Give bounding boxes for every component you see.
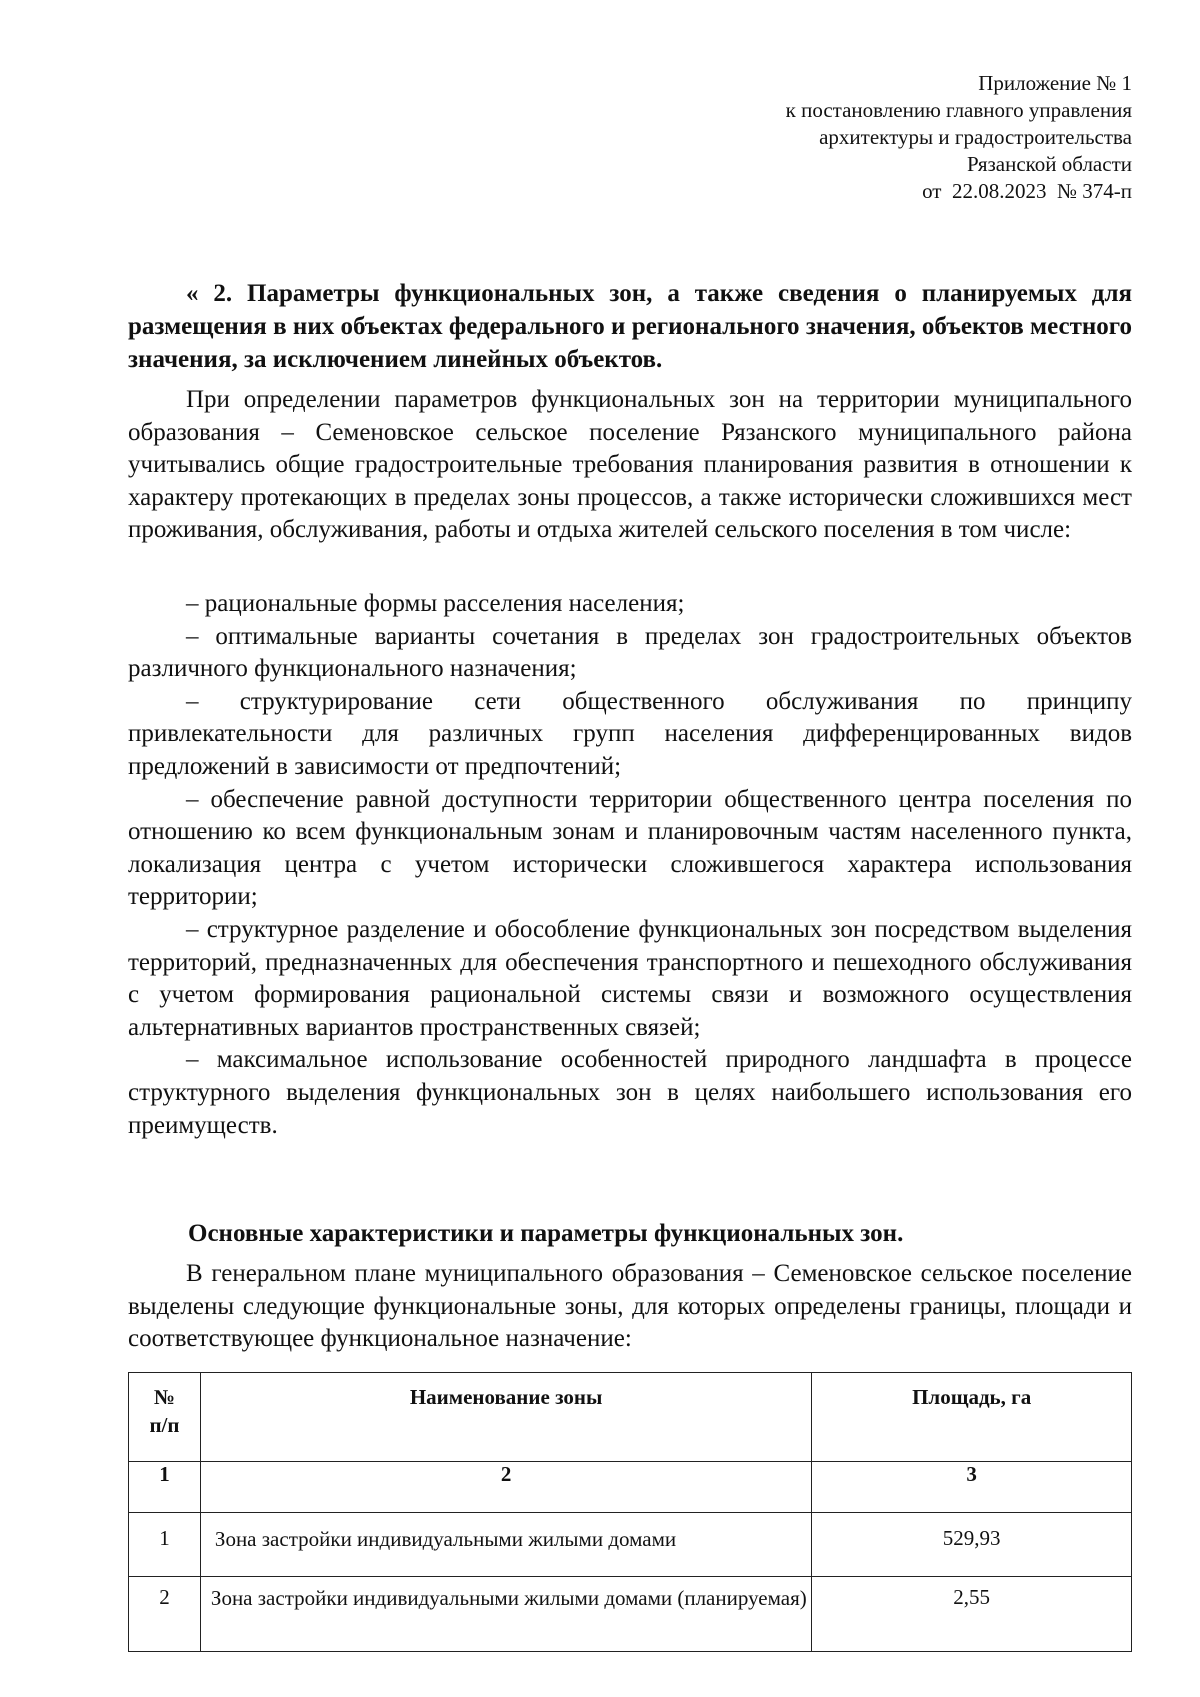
appendix-header-line: Рязанской области bbox=[966, 152, 1132, 176]
bullet-list bbox=[128, 588, 1132, 1142]
header-num-line1: № bbox=[153, 1385, 176, 1409]
column-number: 3 bbox=[812, 1462, 1132, 1513]
zones-intro-section bbox=[128, 1258, 1132, 1356]
header-num bbox=[129, 1373, 201, 1462]
appendix-header-line: Приложение № 1 bbox=[978, 71, 1132, 95]
row-num: 2 bbox=[129, 1577, 201, 1652]
bullet-item: – рациональные формы расселения населения; bbox=[186, 590, 685, 617]
header-area: Площадь, га bbox=[812, 1373, 1132, 1462]
section-title: « 2. Параметры функциональных зон, а также сведения о планируемых для размещения в них объектах федерального и регионального значения, объектов местного значения, за исключением линейных объектов. bbox=[128, 280, 1132, 373]
zones-table bbox=[128, 1372, 1132, 1652]
intro-section bbox=[128, 384, 1132, 547]
row-area: 2,55 bbox=[812, 1577, 1132, 1652]
header-num-line2: п/п bbox=[149, 1413, 180, 1437]
subheading: Основные характеристики и параметры функциональных зон. bbox=[188, 1220, 904, 1247]
table-header-row bbox=[129, 1373, 1132, 1462]
appendix-header-line: от 22.08.2023 № 374-п bbox=[922, 179, 1132, 203]
appendix-header-line: к постановлению главного управления bbox=[785, 98, 1132, 122]
appendix-header-line: архитектуры и градостроительства bbox=[819, 125, 1132, 149]
row-zone-name: Зона застройки индивидуальными жилыми домами (планируемая) bbox=[200, 1577, 811, 1652]
zones-intro-paragraph: В генеральном плане муниципального образования – Семеновское сельское поселение выделены следующие функциональные зоны, для которых определены границы, площади и соответствующее функциональное назначение: bbox=[128, 1260, 1132, 1353]
bullet-item: – максимальное использование особенностей природного ландшафта в процессе структурного выделения функциональных зон в целях наибольшего использования его преимуществ. bbox=[128, 1046, 1132, 1139]
intro-paragraph: При определении параметров функциональных зон на территории муниципального образования – Семеновское сельское поселение Рязанского муниципального района учитывались общие градостроительные требования планирования развития в отношении к характеру протекающих в пределах зоны процессов, а также исторически сложившихся мест проживания, обслуживания, работы и отдыха жителей сельского поселения в том числе: bbox=[128, 386, 1132, 544]
column-number: 2 bbox=[200, 1462, 811, 1513]
row-zone-name: Зона застройки индивидуальными жилыми домами bbox=[200, 1513, 811, 1577]
row-area: 529,93 bbox=[812, 1513, 1132, 1577]
appendix-header bbox=[786, 70, 1132, 205]
table-row bbox=[129, 1513, 1132, 1577]
bullet-item: – оптимальные варианты сочетания в пределах зон градостроительных объектов различного функционального назначения; bbox=[128, 622, 1132, 683]
column-number-row bbox=[129, 1462, 1132, 1513]
bullet-item: – обеспечение равной доступности территории общественного центра поселения по отношению ко всем функциональным зонам и планировочным частям населенного пункта, локализация центра с учетом исторически сложившегося характера использования территории; bbox=[128, 785, 1132, 911]
column-number: 1 bbox=[129, 1462, 201, 1513]
row-num: 1 bbox=[129, 1513, 201, 1577]
header-zone-name: Наименование зоны bbox=[200, 1373, 811, 1462]
table-row bbox=[129, 1577, 1132, 1652]
bullet-item: – структурное разделение и обособление функциональных зон посредством выделения территорий, предназначенных для обеспечения транспортного и пешеходного обслуживания с учетом формирования рациональной системы связи и возможного осуществления альтернативных вариантов пространственных связей; bbox=[128, 915, 1132, 1041]
bullet-item: – структурирование сети общественного обслуживания по принципу привлекательности для различных групп населения дифференцированных видов предложений в зависимости от предпочтений; bbox=[128, 687, 1132, 780]
